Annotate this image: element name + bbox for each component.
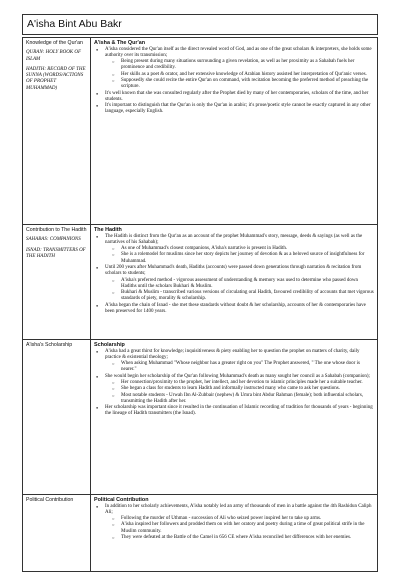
bullet-list [94, 47, 374, 116]
page-title: A'isha Bint Abu Bakr [22, 14, 378, 35]
term-name: QURAN: [26, 50, 45, 56]
bullet-text: The Hadith is distinct from the Qur'an as an account of the prophet Muhammad's story, message, deeds & sayings (as well as the narratives of his Sahabah); [105, 233, 363, 245]
side-heading: Knowledge of the Qur'an [26, 40, 83, 46]
sub-bullet-item: ○ Being present during many situations surrounding a given revelation, as well as her proximity as a Sahabah fuels her prominence and credibility. [121, 59, 374, 72]
bullet-item [105, 303, 374, 316]
main-column [91, 225, 378, 340]
bullet-text: Until 200 years after Muhammad's death, Hadiths (accounts) were passed down generations through narration & recitation from scholars to students; [105, 264, 362, 277]
sub-bullet-list [105, 59, 374, 90]
sub-bullet-item: ○ They were defeated at the Battle of the Camel in 656 CE where A'isha reconciled her differences with her enemies. [121, 535, 374, 541]
term-name: HADITH: [26, 66, 46, 72]
notes-page [22, 14, 378, 572]
bullet-item [105, 374, 374, 405]
sub-bullet-item: ○ She is a rolemodel for muslims since her story depicts her journey of devotion & as a beloved source of insightfulness for Muhammad. [121, 252, 374, 265]
sub-bullet-list [105, 380, 374, 405]
sub-bullet-list [105, 246, 374, 265]
bullet-item [105, 47, 374, 91]
sub-bullet-item: ○ Supposedly she could recite the entire Qur'an on command, with recitation becoming the preferred method of preaching the scripture. [121, 78, 374, 91]
side-column [23, 38, 91, 225]
section-row [23, 225, 378, 340]
bullet-text: Her scholarship was important since it resulted in the continuation of Islamic recording of tradition for thousands of years - beginning the lineage of Hadith transmitters (the Isnad). [105, 405, 373, 417]
bullet-item [105, 504, 374, 542]
sub-bullet-item: ○ A'isha's preferred method - vigorous assessment of understanding & memory was used to determine who passed down Hadiths until the scholars Bukhari & Muslim. [121, 278, 374, 291]
sub-bullet-item: ○ She began a class for students to learn Hadith and informally instructed many who came to ask her questions. [121, 386, 374, 392]
bullet-text: In addition to her scholarly achievements, A'isha notably led an army of thousands of men in a battle against the 4th Rashidun Caliph Ali; [105, 503, 372, 515]
sub-bullet-item: ○ Bukhari & Muslim - transcribed various versions of circulating oral Hadith, favoured credibility of accounts that met vigorous standards of piety, morality & scholarship. [121, 290, 374, 303]
bullet-list [94, 349, 374, 418]
term-definition [26, 67, 87, 92]
term-meaning: COMPANIONS [49, 237, 81, 243]
bullet-text: A'isha considered the Qur'an itself as the direct revealed word of God, and as one of the great scholars & interpreters, she holds some authority over its transmission; [105, 46, 372, 58]
term-meaning: HOLY BOOK OF ISLAM [26, 50, 82, 62]
notes-table [22, 37, 378, 572]
sub-bullet-list [105, 278, 374, 303]
sub-bullet-item: ○ A'isha inspired her followers and prodded them on with her oratory and poetry during a time of great political strife in the Muslim community. [121, 522, 374, 535]
side-heading: Political Contribution [26, 497, 74, 503]
side-column [23, 495, 91, 572]
sub-bullet-item: ○ Her skills as a poet & orator, and her extensive knowledge of Arabian history assisted her interpretation of Qur'anic verses. [121, 72, 374, 78]
term-meaning: RECORD OF THE SUNNA (WORDS/ACTIONS OF PROPHET MUHAMMAD) [26, 66, 86, 91]
section-heading: Scholarship [94, 342, 125, 348]
section-row [23, 340, 378, 495]
side-heading: Contribution to The Hadith [26, 227, 87, 233]
bullet-item [105, 91, 374, 104]
term-definition [26, 50, 87, 63]
side-heading: A'isha's Scholarship [26, 342, 73, 348]
term-name: ISNAD: [26, 247, 42, 253]
sub-bullet-list [105, 516, 374, 541]
main-column [91, 38, 378, 225]
section-heading: A'isha & The Qur'an [94, 40, 146, 46]
term-meaning: TRANSMITTERS OF THE HADITH [26, 247, 86, 259]
side-column [23, 225, 91, 340]
sub-bullet-item: ○ When asking Muhammad "Whose neighbor has a greater right on you" The Prophet answered, " The one whose door is nearer." [121, 361, 374, 374]
sub-bullet-item: ○ Following the murder of Uthman - succession of Ali who seized power inspired her to take up arms. [121, 516, 374, 522]
bullet-text: A'isha had a great thirst for knowledge; inquisitiveness & piety enabling her to question the prophet on matters of charity, daily practice & existential theology; [105, 348, 360, 360]
term-definition [26, 248, 87, 261]
sub-bullet-list [105, 361, 374, 374]
term-definition [26, 237, 87, 243]
bullet-item [105, 234, 374, 265]
main-column [91, 340, 378, 495]
bullet-item [105, 349, 374, 374]
sub-bullet-item: ○ As one of Muhammad's closest companions, A'isha's narrative is present in Hadith. [121, 246, 374, 252]
section-row [23, 38, 378, 225]
term-name: SAHABAS: [26, 237, 49, 243]
bullet-list [94, 504, 374, 542]
side-column [23, 340, 91, 495]
bullet-text: A'isha began the chain of Isnad - she met these standards without doubt & her scholarship, accounts of her & contemporaries have been preserved for 1400 years. [105, 302, 366, 315]
bullet-item [105, 405, 374, 418]
bullet-item [105, 103, 374, 116]
bullet-text: It's important to distinguish that the Qur'an is only the Qur'an in arabic; it's prose/poetic style cannot be exactly captured in any other language, especially English. [105, 103, 371, 115]
bullet-text: It's well known that she was consulted regularly after the Prophet died by many of her contemporaries, scholars of the time, and her students. [105, 90, 369, 102]
sub-bullet-item: ○ Her connection/proximity to the prophet, her intellect, and her devotion to islamic principles made her a suitable teacher. [121, 380, 374, 386]
bullet-list [94, 234, 374, 316]
bullet-item [105, 265, 374, 303]
section-heading: The Hadith [94, 227, 122, 233]
bullet-text: She would begin her scholarship of the Qur'an following Muhammad's death as many sought her council as a Sahabah (companion); [105, 373, 370, 379]
main-column [91, 495, 378, 572]
sub-bullet-item: ○ Most notable students - Urwah Ibn Al-Zubbair (nephew) & Umra bint Abdur Rahman (female); both influential scholars, transmitting the Hadith after her. [121, 393, 374, 406]
section-row [23, 495, 378, 572]
section-heading: Political Contribution [94, 497, 149, 503]
